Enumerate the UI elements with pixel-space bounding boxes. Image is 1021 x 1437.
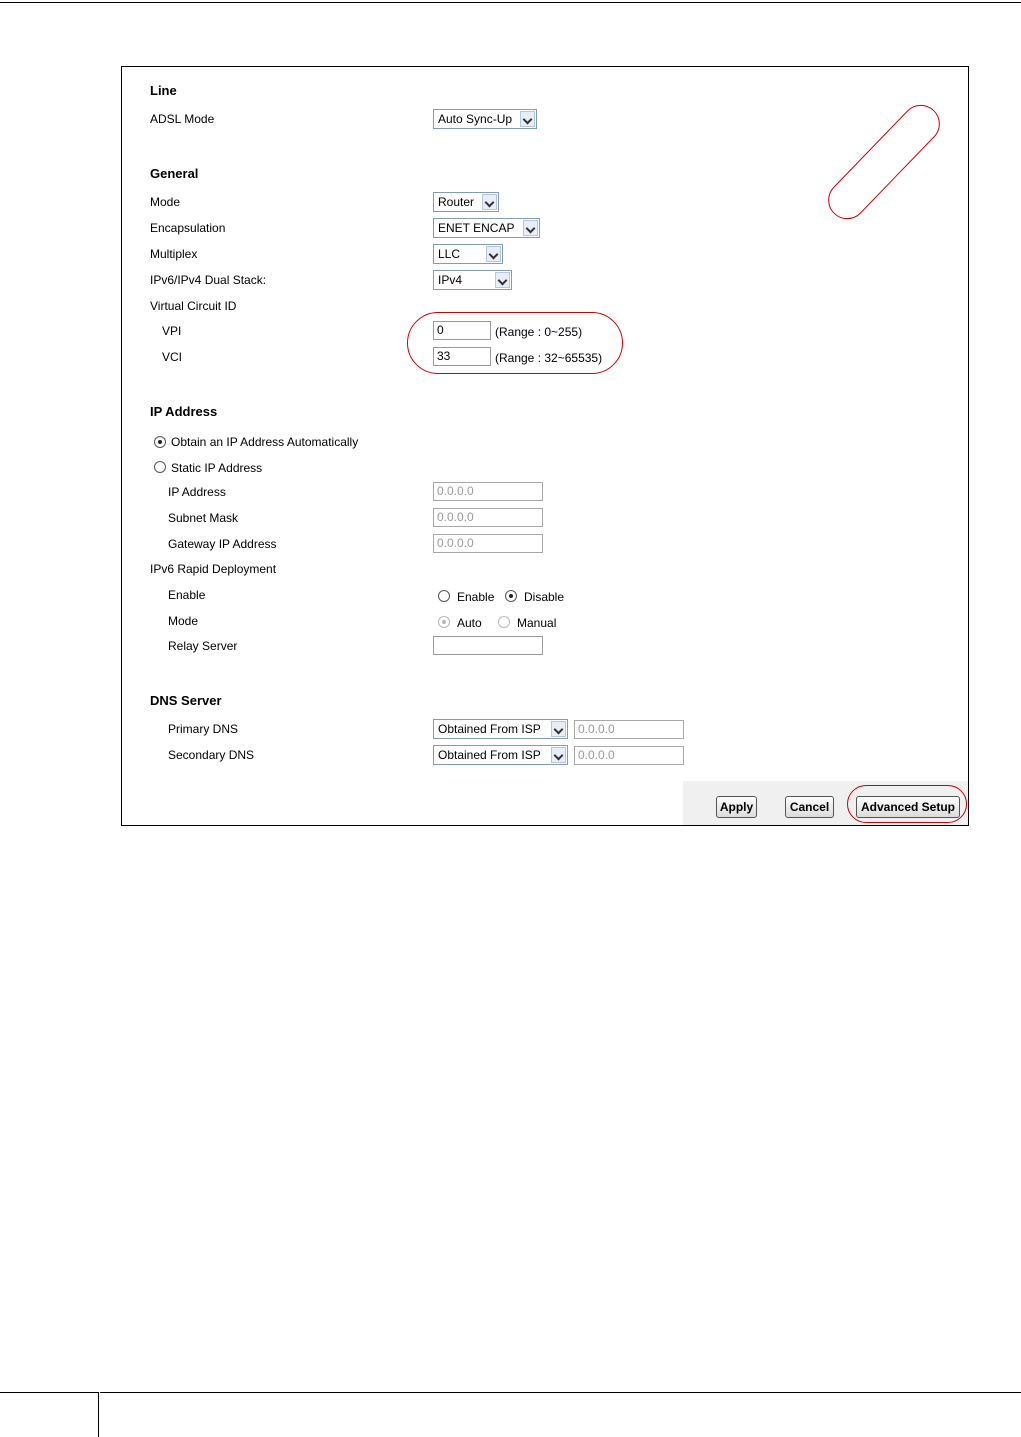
rd-mode-label: Mode bbox=[168, 614, 199, 628]
ip-address-label: IP Address bbox=[168, 485, 226, 499]
section-title-line: Line bbox=[150, 83, 177, 98]
primary-dns-select[interactable] bbox=[433, 719, 568, 739]
disable-option-label: Disable bbox=[524, 590, 565, 604]
apply-button[interactable]: Apply bbox=[716, 796, 757, 818]
primary-dns-select-value: Obtained From ISP bbox=[438, 722, 541, 736]
secondary-dns-label: Secondary DNS bbox=[168, 748, 255, 762]
disable-radio[interactable] bbox=[505, 590, 517, 602]
dual-stack-label: IPv6/IPv4 Dual Stack: bbox=[150, 273, 267, 287]
obtain-auto-label: Obtain an IP Address Automatically bbox=[171, 435, 359, 449]
vpi-label: VPI bbox=[162, 324, 182, 338]
gateway-ip-label: Gateway IP Address bbox=[168, 537, 277, 551]
advanced-setup-button[interactable]: Advanced Setup bbox=[856, 796, 960, 818]
obtain-auto-radio[interactable] bbox=[154, 436, 166, 448]
adsl-mode-label: ADSL Mode bbox=[150, 112, 215, 126]
multiplex-label: Multiplex bbox=[150, 247, 198, 261]
enable-option-label: Enable bbox=[457, 590, 495, 604]
page-number-box bbox=[0, 1392, 99, 1437]
enable-radio[interactable] bbox=[438, 590, 450, 602]
auto-radio[interactable] bbox=[438, 616, 450, 628]
relay-server-input[interactable] bbox=[433, 636, 543, 655]
vpi-input[interactable]: 0 bbox=[433, 321, 491, 340]
ipv6-rapid-deployment-label: IPv6 Rapid Deployment bbox=[150, 562, 277, 576]
mode-select[interactable] bbox=[433, 192, 499, 212]
dual-stack-value: IPv4 bbox=[438, 273, 463, 287]
ip-address-input[interactable]: 0.0.0.0 bbox=[433, 482, 543, 501]
adsl-mode-select[interactable] bbox=[433, 109, 537, 129]
secondary-dns-select-value: Obtained From ISP bbox=[438, 748, 541, 762]
primary-dns-label: Primary DNS bbox=[168, 722, 239, 736]
vci-label: VCI bbox=[162, 350, 183, 364]
secondary-dns-select[interactable] bbox=[433, 745, 568, 765]
primary-dns-input[interactable]: 0.0.0.0 bbox=[574, 720, 684, 739]
vci-range-text: (Range : 32~65535) bbox=[495, 351, 603, 365]
chevron-down-icon bbox=[520, 111, 535, 127]
encapsulation-label: Encapsulation bbox=[150, 221, 226, 235]
advanced-setup-highlight-ellipse bbox=[847, 785, 967, 823]
multiplex-select[interactable] bbox=[433, 244, 503, 264]
wan-settings-panel bbox=[121, 66, 969, 826]
secondary-dns-input[interactable]: 0.0.0.0 bbox=[574, 746, 684, 765]
dual-stack-select[interactable] bbox=[433, 270, 512, 290]
enable-label: Enable bbox=[168, 588, 206, 602]
mode-label: Mode bbox=[150, 195, 181, 209]
cancel-button[interactable]: Cancel bbox=[785, 796, 834, 818]
mode-value: Router bbox=[438, 195, 475, 209]
subnet-mask-input[interactable]: 0.0.0.0 bbox=[433, 508, 543, 527]
chevron-down-icon bbox=[523, 220, 538, 236]
chevron-down-icon bbox=[482, 194, 497, 210]
auto-option-label: Auto bbox=[457, 616, 482, 630]
chevron-down-icon bbox=[551, 721, 566, 737]
static-ip-radio[interactable] bbox=[154, 461, 166, 473]
gateway-ip-input[interactable]: 0.0.0.0 bbox=[433, 534, 543, 553]
vci-input[interactable]: 33 bbox=[433, 347, 491, 366]
multiplex-value: LLC bbox=[438, 247, 461, 261]
adsl-mode-value: Auto Sync-Up bbox=[438, 112, 513, 126]
vc-id-label: Virtual Circuit ID bbox=[150, 299, 237, 313]
section-title-general: General bbox=[150, 166, 199, 181]
manual-radio[interactable] bbox=[498, 616, 510, 628]
chevron-down-icon bbox=[551, 747, 566, 763]
relay-server-label: Relay Server bbox=[168, 639, 238, 653]
manual-option-label: Manual bbox=[517, 616, 557, 630]
encapsulation-value: ENET ENCAP bbox=[438, 221, 515, 235]
static-ip-label: Static IP Address bbox=[171, 461, 263, 475]
vpi-vci-highlight-ellipse bbox=[407, 312, 623, 374]
subnet-mask-label: Subnet Mask bbox=[168, 511, 239, 525]
encapsulation-select[interactable] bbox=[433, 218, 540, 238]
corner-highlight-ellipse bbox=[820, 97, 947, 227]
chevron-down-icon bbox=[486, 246, 501, 262]
chevron-down-icon bbox=[495, 272, 510, 288]
section-title-ip-address: IP Address bbox=[150, 404, 218, 419]
footer-rule bbox=[100, 1392, 1021, 1393]
section-title-dns-server: DNS Server bbox=[150, 693, 222, 708]
header-rule bbox=[0, 2, 1021, 3]
vpi-range-text: (Range : 0~255) bbox=[495, 325, 583, 339]
